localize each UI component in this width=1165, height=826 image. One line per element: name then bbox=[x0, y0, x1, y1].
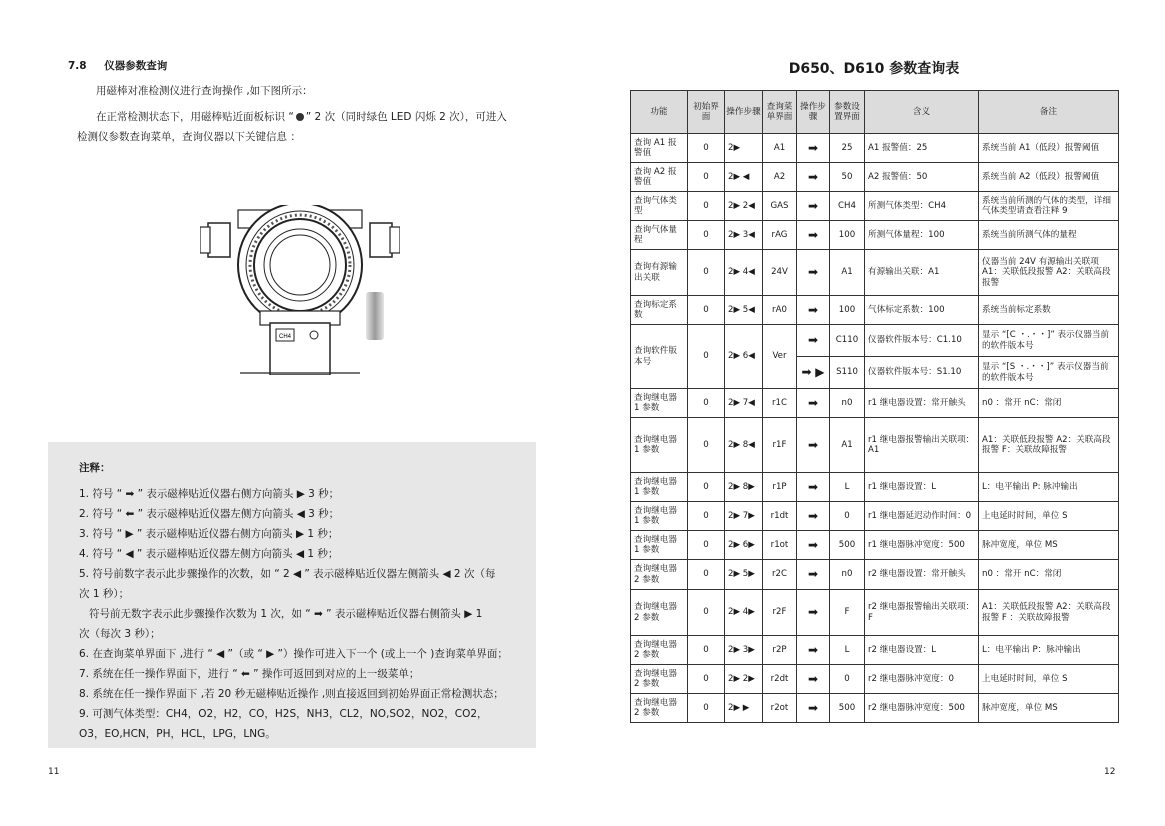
note-9b: O3，EO,HCN，PH，HCL，LPG，LNG。 bbox=[79, 728, 276, 740]
cell-menu: r1C bbox=[763, 389, 797, 418]
notes-title: 注释： bbox=[79, 462, 111, 474]
cell-op2: ➡ bbox=[797, 325, 830, 357]
cell-init: 0 bbox=[688, 134, 725, 163]
note-5a: 5. 符号前数字表示此步骤操作的次数，如 “ 2 ◀ ” 表示磁棒贴近仪器左侧箭头 ◀ 2 次（每 bbox=[79, 568, 496, 580]
cell-op2: ➡ bbox=[797, 665, 830, 694]
cell-op2: ➡ bbox=[797, 418, 830, 473]
cell-op2: ➡ bbox=[797, 192, 830, 221]
cell-param: A1 bbox=[830, 418, 865, 473]
cell-note: 系统当前所测的气体的类型，详细气体类型请查看注释 9 bbox=[979, 192, 1119, 221]
cell-op2: ➡ bbox=[797, 590, 830, 636]
cell-init: 0 bbox=[688, 389, 725, 418]
cell-note: 显示 “[C ・.・・]” 表示仪器当前的软件版本号 bbox=[979, 325, 1119, 357]
cell-note: 脉冲宽度，单位 MS bbox=[979, 531, 1119, 560]
cell-meaning: r1 继电器脉冲宽度：500 bbox=[865, 531, 979, 560]
cell-menu: r1F bbox=[763, 418, 797, 473]
cell-param: 50 bbox=[830, 163, 865, 192]
cell-init: 0 bbox=[688, 590, 725, 636]
cell-function: 查询继电器 2 参数 bbox=[631, 694, 688, 723]
cell-op2: ➡ bbox=[797, 636, 830, 665]
table-row bbox=[631, 418, 1119, 473]
col-header-meaning: 含义 bbox=[865, 91, 979, 134]
cell-meaning: r2 继电器设置：常开触头 bbox=[865, 560, 979, 590]
cell-note: 仪器当前 24V 有源输出关联项 A1：关联低段报警 A2：关联高段报警 bbox=[979, 250, 1119, 296]
cell-function: 查询继电器 1 参数 bbox=[631, 473, 688, 502]
cell-note: L：电平输出 P: 脉冲输出 bbox=[979, 473, 1119, 502]
cell-op1: 2▶ 8▶ bbox=[725, 473, 763, 502]
col-header-note: 备注 bbox=[979, 91, 1119, 134]
col-header-op1: 操作步骤 bbox=[725, 91, 763, 134]
cell-function: 查询继电器 1 参数 bbox=[631, 418, 688, 473]
cell-menu: 24V bbox=[763, 250, 797, 296]
cell-op1: 2▶ 4▶ bbox=[725, 590, 763, 636]
cell-param: 0 bbox=[830, 502, 865, 531]
cell-op1: 2▶ 6▶ bbox=[725, 531, 763, 560]
table-row bbox=[631, 665, 1119, 694]
notes-list bbox=[79, 484, 519, 744]
cell-op1: 2▶ 7▶ bbox=[725, 502, 763, 531]
cell-note: L：电平输出 P：脉冲输出 bbox=[979, 636, 1119, 665]
cell-function: 查询继电器 2 参数 bbox=[631, 590, 688, 636]
cell-meaning: r1 继电器报警输出关联项：A1 bbox=[865, 418, 979, 473]
cell-note: 系统当前标定系数 bbox=[979, 296, 1119, 325]
cell-param: L bbox=[830, 636, 865, 665]
cell-param: F bbox=[830, 590, 865, 636]
table-row bbox=[631, 473, 1119, 502]
cell-op2: ➡ bbox=[797, 694, 830, 723]
cell-menu: r1ot bbox=[763, 531, 797, 560]
cell-init: 0 bbox=[688, 473, 725, 502]
cell-note: 上电延时时间，单位 S bbox=[979, 665, 1119, 694]
cell-init: 0 bbox=[688, 694, 725, 723]
cell-function: 查询标定系数 bbox=[631, 296, 688, 325]
cell-meaning: 有源输出关联：A1 bbox=[865, 250, 979, 296]
cell-param: S110 bbox=[830, 357, 865, 389]
cell-menu: r2P bbox=[763, 636, 797, 665]
cell-function: 查询继电器 1 参数 bbox=[631, 502, 688, 531]
device-label: CH4 bbox=[278, 334, 292, 340]
parameter-query-table bbox=[630, 90, 1119, 723]
section-number: 7.8 bbox=[68, 60, 87, 72]
cell-init: 0 bbox=[688, 502, 725, 531]
cell-menu: rA0 bbox=[763, 296, 797, 325]
cell-meaning: r2 继电器脉冲宽度：500 bbox=[865, 694, 979, 723]
table-row bbox=[631, 250, 1119, 296]
note-9a: 9. 可测气体类型：CH4，O2，H2，CO，H2S，NH3，CL2，NO,SO2，NO2，CO2， bbox=[79, 708, 488, 720]
gas-detector-illustration bbox=[200, 205, 400, 375]
cell-function: 查询软件版本号 bbox=[631, 325, 688, 389]
cell-init: 0 bbox=[688, 325, 725, 389]
table-row bbox=[631, 531, 1119, 560]
note-5c: 符号前无数字表示此步骤操作次数为 1 次，如 “ ➡ ” 表示磁棒贴近仪器右侧箭头 ▶ 1 bbox=[89, 608, 483, 620]
col-header-param: 参数设置界面 bbox=[830, 91, 865, 134]
note-6: 6. 在查询菜单界面下 ,进行 “ ◀ ”（或 “ ▶ ”）操作可进入下一个 (或上一个 )查询菜单界面； bbox=[79, 648, 508, 660]
cell-function: 查询继电器 2 参数 bbox=[631, 560, 688, 590]
cell-function: 查询继电器 1 参数 bbox=[631, 389, 688, 418]
cell-param: 0 bbox=[830, 665, 865, 694]
cell-note: 系统当前 A1（低段）报警阈值 bbox=[979, 134, 1119, 163]
section-title bbox=[68, 58, 167, 73]
cell-menu: rAG bbox=[763, 221, 797, 250]
cell-op1: 2▶ 7◀ bbox=[725, 389, 763, 418]
table-row bbox=[631, 636, 1119, 665]
table-row bbox=[631, 221, 1119, 250]
intro-line-3: 检测仪参数查询菜单，查询仪器以下关键信息 ： bbox=[77, 131, 301, 143]
cell-op1: 2▶ 2◀ bbox=[725, 192, 763, 221]
cell-op1: 2▶ 2▶ bbox=[725, 665, 763, 694]
cell-meaning: r1 继电器设置：常开触头 bbox=[865, 389, 979, 418]
cell-op1: 2▶ ◀ bbox=[725, 163, 763, 192]
cell-menu: A2 bbox=[763, 163, 797, 192]
cell-menu: r2dt bbox=[763, 665, 797, 694]
note-2: 2. 符号 “ ⬅ ” 表示磁棒贴近仪器左侧方向箭头 ◀ 3 秒； bbox=[79, 508, 340, 520]
cell-op1: 2▶ ▶ bbox=[725, 694, 763, 723]
cell-menu: r2F bbox=[763, 590, 797, 636]
table-row bbox=[631, 296, 1119, 325]
note-3: 3. 符号 “ ▶ ” 表示磁棒贴近仪器右侧方向箭头 ▶ 1 秒； bbox=[79, 528, 339, 540]
cell-param: 100 bbox=[830, 296, 865, 325]
cell-init: 0 bbox=[688, 418, 725, 473]
cell-menu: r2ot bbox=[763, 694, 797, 723]
cell-op2: ➡ bbox=[797, 296, 830, 325]
cell-param: 500 bbox=[830, 694, 865, 723]
table-row bbox=[631, 502, 1119, 531]
cell-op2: ➡ bbox=[797, 134, 830, 163]
note-8: 8. 系统在任一操作界面下 ,若 20 秒无磁棒贴近操作 ,则直接返回到初始界面正常检测状态； bbox=[79, 688, 504, 700]
cell-op2: ➡ bbox=[797, 560, 830, 590]
cell-op1: 2▶ 8◀ bbox=[725, 418, 763, 473]
cell-param: 100 bbox=[830, 221, 865, 250]
cell-note: 上电延时时间，单位 S bbox=[979, 502, 1119, 531]
cell-note: 显示 “[S ・.・・]” 表示仪器当前的软件版本号 bbox=[979, 357, 1119, 389]
cell-function: 查询继电器 1 参数 bbox=[631, 531, 688, 560]
cell-function: 查询有源输出关联 bbox=[631, 250, 688, 296]
cell-init: 0 bbox=[688, 163, 725, 192]
cell-menu: r1dt bbox=[763, 502, 797, 531]
cell-note: n0 ：常开 nC：常闭 bbox=[979, 389, 1119, 418]
cell-op1: 2▶ 6◀ bbox=[725, 325, 763, 389]
section-title-text: 仪器参数查询 bbox=[104, 60, 168, 72]
intro-line-2 bbox=[96, 109, 556, 124]
cell-menu: Ver bbox=[763, 325, 797, 389]
cell-param: 500 bbox=[830, 531, 865, 560]
cell-op2: ➡ bbox=[797, 163, 830, 192]
intro-line-2b: ” 2 次（同时绿色 LED 闪烁 2 次），可进入 bbox=[305, 111, 507, 123]
cell-init: 0 bbox=[688, 250, 725, 296]
cell-param: 25 bbox=[830, 134, 865, 163]
notes-box bbox=[48, 442, 536, 748]
cell-function: 查询 A2 报警值 bbox=[631, 163, 688, 192]
cell-meaning: A1 报警值：25 bbox=[865, 134, 979, 163]
cell-meaning: 所测气体类型：CH4 bbox=[865, 192, 979, 221]
cell-meaning: 仪器软件版本号：S1.10 bbox=[865, 357, 979, 389]
cell-menu: r2C bbox=[763, 560, 797, 590]
note-5d: 次（每次 3 秒）； bbox=[79, 628, 161, 640]
table-row bbox=[631, 163, 1119, 192]
note-5b: 次 1 秒）； bbox=[79, 588, 130, 600]
note-4: 4. 符号 “ ◀ ” 表示磁棒贴近仪器左侧方向箭头 ◀ 1 秒； bbox=[79, 548, 339, 560]
cell-init: 0 bbox=[688, 636, 725, 665]
cell-init: 0 bbox=[688, 665, 725, 694]
cell-op1: 2▶ 4◀ bbox=[725, 250, 763, 296]
cell-meaning: r1 继电器设置：L bbox=[865, 473, 979, 502]
cell-param: n0 bbox=[830, 560, 865, 590]
cell-op2: ➡ ▶ bbox=[797, 357, 830, 389]
cell-meaning: r2 继电器脉冲宽度：0 bbox=[865, 665, 979, 694]
cell-op2: ➡ bbox=[797, 389, 830, 418]
col-header-init: 初始界面 bbox=[688, 91, 725, 134]
cell-op1: 2▶ 5▶ bbox=[725, 560, 763, 590]
cell-note: 系统当前所测气体的量程 bbox=[979, 221, 1119, 250]
cell-meaning: 所测气体量程：100 bbox=[865, 221, 979, 250]
cell-function: 查询气体类型 bbox=[631, 192, 688, 221]
cell-menu: r1P bbox=[763, 473, 797, 502]
table-header-row bbox=[631, 91, 1119, 134]
cell-init: 0 bbox=[688, 531, 725, 560]
cell-op2: ➡ bbox=[797, 221, 830, 250]
cell-param: n0 bbox=[830, 389, 865, 418]
table-row bbox=[631, 694, 1119, 723]
table-row-version-1 bbox=[631, 325, 1119, 357]
cell-op1: 2▶ bbox=[725, 134, 763, 163]
intro-line-1: 用磁棒对准检测仪进行查询操作 ,如下图所示： bbox=[96, 85, 313, 97]
cell-meaning: r2 继电器报警输出关联项：F bbox=[865, 590, 979, 636]
cell-op1: 2▶ 3▶ bbox=[725, 636, 763, 665]
cell-op2: ➡ bbox=[797, 531, 830, 560]
cell-meaning: r2 继电器设置：L bbox=[865, 636, 979, 665]
table-row bbox=[631, 192, 1119, 221]
cell-note: 脉冲宽度，单位 MS bbox=[979, 694, 1119, 723]
cell-note: n0 ：常开 nC：常闭 bbox=[979, 560, 1119, 590]
table-row bbox=[631, 590, 1119, 636]
note-1: 1. 符号 “ ➡ ” 表示磁棒贴近仪器右侧方向箭头 ▶ 3 秒； bbox=[79, 488, 340, 500]
cell-init: 0 bbox=[688, 296, 725, 325]
cell-meaning: r1 继电器延迟动作时间：0 bbox=[865, 502, 979, 531]
cell-note: A1：关联低段报警 A2：关联高段报警 F ：关联故障报警 bbox=[979, 590, 1119, 636]
cell-init: 0 bbox=[688, 192, 725, 221]
table-row bbox=[631, 389, 1119, 418]
cell-function: 查询继电器 2 参数 bbox=[631, 665, 688, 694]
table-row bbox=[631, 560, 1119, 590]
cell-param: CH4 bbox=[830, 192, 865, 221]
cell-op2: ➡ bbox=[797, 250, 830, 296]
page-number-right: 12 bbox=[1104, 767, 1116, 777]
cell-meaning: 气体标定系数：100 bbox=[865, 296, 979, 325]
cell-meaning: 仪器软件版本号：C1.10 bbox=[865, 325, 979, 357]
cell-op1: 2▶ 5◀ bbox=[725, 296, 763, 325]
note-7: 7. 系统在任一操作界面下，进行 “ ⬅ ” 操作可返回到对应的上一级菜单； bbox=[79, 668, 420, 680]
table-title: D650、D610 参数查询表 bbox=[788, 61, 960, 77]
cell-menu: A1 bbox=[763, 134, 797, 163]
page-number-left: 11 bbox=[48, 767, 60, 777]
cell-op2: ➡ bbox=[797, 502, 830, 531]
cell-init: 0 bbox=[688, 560, 725, 590]
col-header-function: 功能 bbox=[631, 91, 688, 134]
table-row bbox=[631, 134, 1119, 163]
cell-param: L bbox=[830, 473, 865, 502]
col-header-op2: 操作步骤 bbox=[797, 91, 830, 134]
cell-op1: 2▶ 3◀ bbox=[725, 221, 763, 250]
cell-param: C110 bbox=[830, 325, 865, 357]
cell-function: 查询 A1 报警值 bbox=[631, 134, 688, 163]
cell-init: 0 bbox=[688, 221, 725, 250]
cell-note: 系统当前 A2（低段）报警阈值 bbox=[979, 163, 1119, 192]
cell-function: 查询气体量程 bbox=[631, 221, 688, 250]
cell-op2: ➡ bbox=[797, 473, 830, 502]
intro-line-2a: 在正常检测状态下，用磁棒贴近面板标识 “ bbox=[96, 111, 294, 123]
cell-meaning: A2 报警值：50 bbox=[865, 163, 979, 192]
cell-param: A1 bbox=[830, 250, 865, 296]
magnetic-wand bbox=[366, 292, 384, 340]
panel-mark-icon bbox=[296, 113, 304, 121]
cell-note: A1：关联低段报警 A2：关联高段报警 F：关联故障报警 bbox=[979, 418, 1119, 473]
col-header-menu: 查询菜单界面 bbox=[763, 91, 797, 134]
cell-function: 查询继电器 2 参数 bbox=[631, 636, 688, 665]
cell-menu: GAS bbox=[763, 192, 797, 221]
